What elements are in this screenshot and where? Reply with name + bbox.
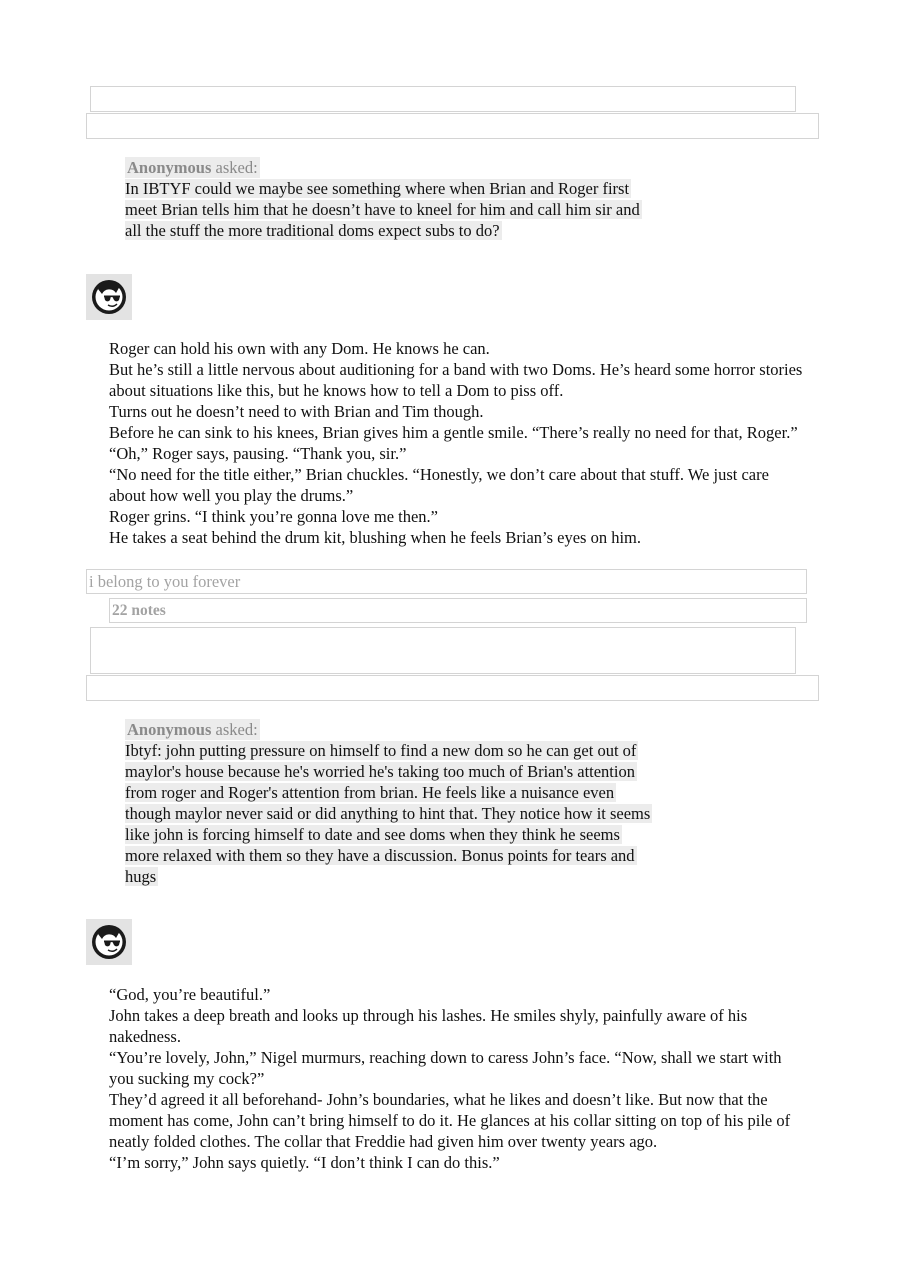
post-paragraph: John takes a deep breath and looks up through his lashes. He smiles shyly, painfully aware of his nakedness. [109, 1006, 748, 1046]
post-paragraph: Turns out he doesn’t need to with Brian and Tim though. [109, 402, 484, 421]
post-paragraph: “You’re lovely, John,” Nigel murmurs, reaching down to caress John’s face. “Now, shall we start with you sucking my cock?” [109, 1048, 782, 1088]
asked-label: asked: [215, 720, 258, 739]
post-paragraph: Before he can sink to his knees, Brian gives him a gentle smile. “There’s really no need for that, Roger.” [109, 423, 798, 442]
blog-avatar[interactable] [86, 919, 132, 965]
sunglasses-face-icon [86, 919, 132, 965]
post-paragraph: “God, you’re beautiful.” [109, 985, 271, 1004]
asker-name[interactable]: Anonymous [127, 720, 212, 739]
question-line: meet Brian tells him that he doesn’t have to kneel for him and call him sir and [125, 200, 640, 219]
notes-count[interactable]: 22 notes [109, 598, 807, 623]
question-line: hugs [125, 867, 157, 886]
question-line: maylor's house because he's worried he's taking too much of Brian's attention [125, 762, 635, 781]
post-paragraph: But he’s still a little nervous about auditioning for a band with two Doms. He’s heard some horror stories about situations like this, but he knows how to tell a Dom to piss off. [109, 360, 803, 400]
question-line: like john is forcing himself to date and see doms when they think he seems [125, 825, 620, 844]
post-paragraph: “I’m sorry,” John says quietly. “I don’t think I can do this.” [109, 1153, 500, 1172]
asked-label: asked: [215, 158, 258, 177]
question-line: more relaxed with them so they have a discussion. Bonus points for tears and [125, 846, 635, 865]
post-paragraph: “Oh,” Roger says, pausing. “Thank you, sir.” [109, 444, 407, 463]
post-paragraph: “No need for the title either,” Brian chuckles. “Honestly, we don’t care about that stuff. We just care about how well you play the drums.” [109, 465, 769, 505]
question-line: from roger and Roger's attention from brian. He feels like a nuisance even [125, 783, 615, 802]
post-paragraph: Roger grins. “I think you’re gonna love me then.” [109, 507, 438, 526]
question-line: though maylor never said or did anything to hint that. They notice how it seems [125, 804, 651, 823]
post-header-frame [90, 627, 796, 674]
post-header-frame [86, 675, 819, 701]
ask-header [125, 719, 260, 740]
asker-name[interactable]: Anonymous [127, 158, 212, 177]
post-header-frame [86, 113, 819, 139]
question-line: all the stuff the more traditional doms expect subs to do? [125, 221, 500, 240]
question-line: Ibtyf: john putting pressure on himself to find a new dom so he can get out of [125, 741, 637, 760]
post-body [109, 338, 809, 548]
post-tag[interactable]: i belong to you forever [86, 569, 807, 594]
question-line: In IBTYF could we maybe see something where when Brian and Roger first [125, 179, 630, 198]
sunglasses-face-icon [86, 274, 132, 320]
ask-block [125, 157, 765, 241]
ask-block [125, 719, 765, 887]
post-paragraph: They’d agreed it all beforehand- John’s boundaries, what he likes and doesn’t like. But now that the moment has come, John can’t bring himself to do it. He glances at his collar sitting on top of his pile of neatly folded clothes. The collar that Freddie had given him over twenty years ago. [109, 1090, 791, 1151]
post-header-frame [90, 86, 796, 112]
ask-header [125, 157, 260, 178]
post-paragraph: He takes a seat behind the drum kit, blushing when he feels Brian’s eyes on him. [109, 528, 642, 547]
blog-avatar[interactable] [86, 274, 132, 320]
post-paragraph: Roger can hold his own with any Dom. He knows he can. [109, 339, 490, 358]
post-body [109, 984, 809, 1173]
